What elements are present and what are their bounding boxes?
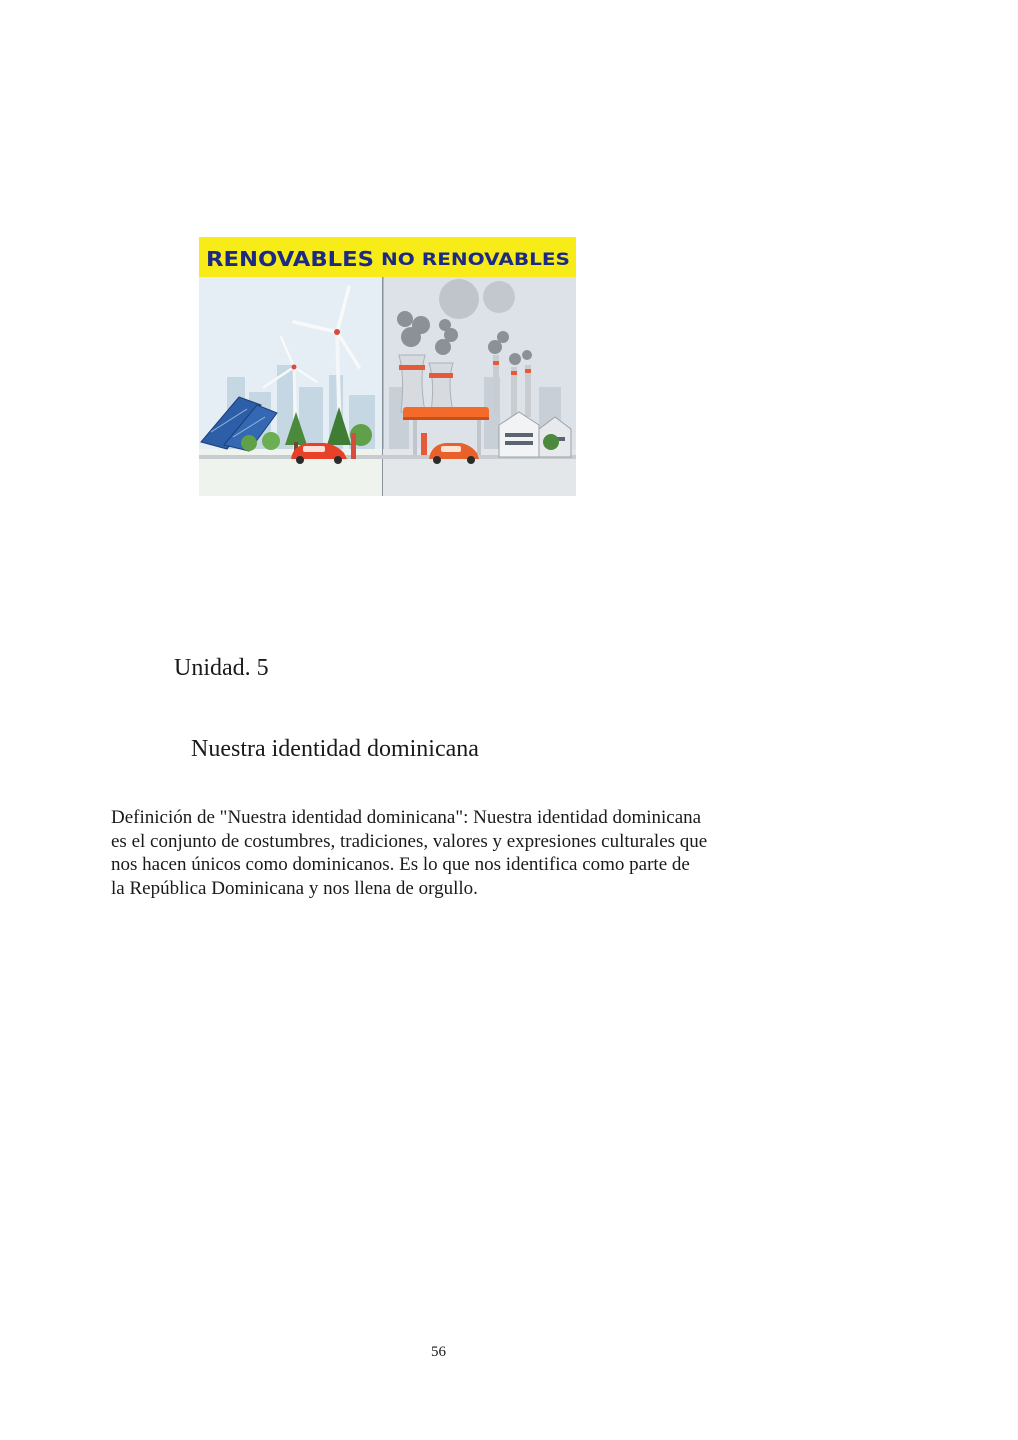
paragraph-line: Definición de "Nuestra identidad dominicana": Nuestra identidad dominicana	[111, 807, 702, 828]
paragraph-line: nos hacen únicos como dominicanos. Es lo que nos identifica como parte de	[111, 854, 690, 875]
energy-illustration	[199, 237, 576, 496]
renovables-label: RENOVABLES	[206, 247, 374, 271]
paragraph-line: es el conjunto de costumbres, tradiciones, valores y expresiones culturales que	[111, 830, 708, 852]
section-title: Nuestra identidad dominicana	[191, 736, 479, 762]
page-number: 56	[431, 1344, 446, 1360]
paragraph-line: la República Dominicana y nos llena de orgullo.	[111, 877, 478, 899]
no-renovables-label: NO RENOVABLES	[381, 250, 570, 270]
definition-paragraph	[111, 806, 761, 900]
unit-heading: Unidad. 5	[174, 655, 269, 681]
